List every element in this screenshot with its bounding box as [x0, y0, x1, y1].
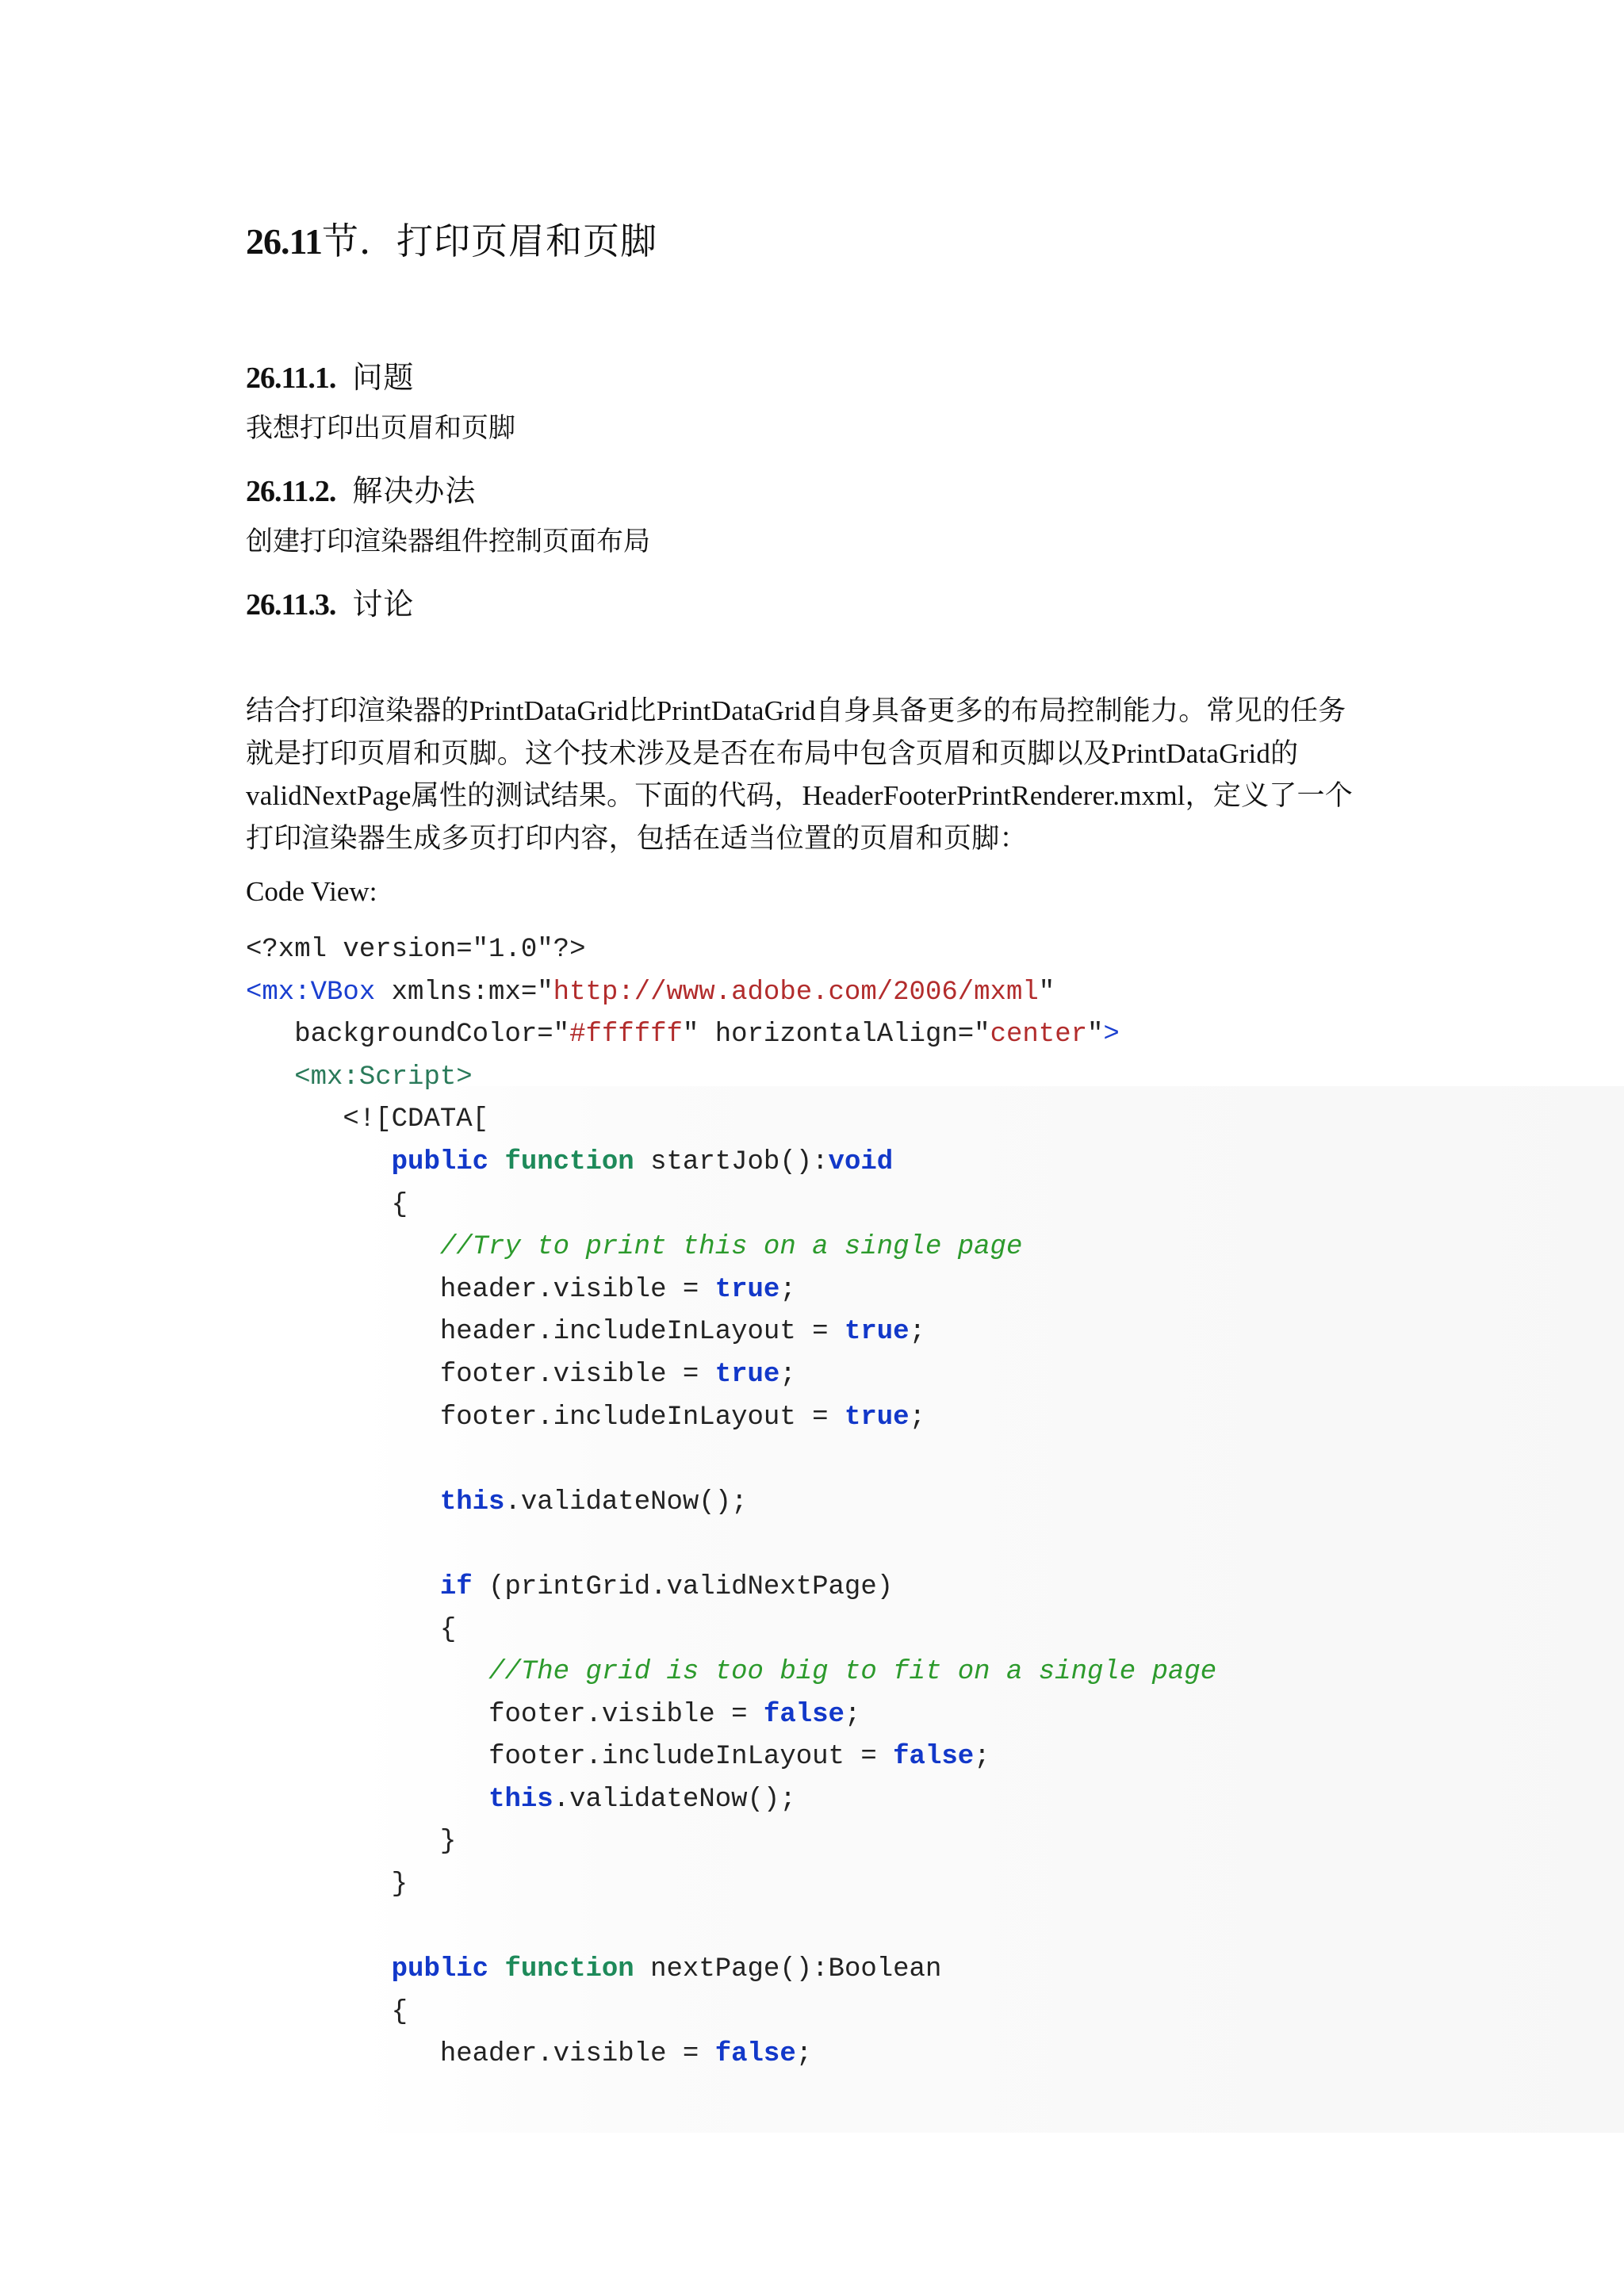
code-line: this.validateNow();: [439, 1487, 748, 1517]
code-line: footer.includeInLayout = false;: [488, 1742, 990, 1773]
discussion-line: validNextPage属性的测试结果。下面的代码，HeaderFooterPrintRenderer.mxml，定义了一个: [246, 780, 1353, 811]
code-line: header.includeInLayout = true;: [439, 1317, 925, 1348]
title-text: 节．打印页眉和页脚: [321, 221, 657, 262]
code-line: <mx:Script>: [294, 1062, 473, 1093]
page-title: [246, 212, 657, 265]
code-line: this.validateNow();: [488, 1784, 796, 1815]
code-line: //The grid is too big to fit on a single page: [488, 1657, 1217, 1688]
code-line: public function nextPage():Boolean: [391, 1954, 942, 1985]
problem-text: 我想打印出页眉和页脚: [246, 414, 515, 443]
code-line: }: [391, 1869, 408, 1900]
code-line: header.visible = false;: [439, 2039, 813, 2070]
code-line: <?xml version="1.0"?>: [246, 935, 586, 965]
discussion-paragraph: [246, 690, 1380, 859]
discussion-line: 打印渲染器生成多页打印内容，包括在适当位置的页眉和页脚：: [246, 822, 1028, 854]
section-heading-problem: 26.11.1. 问题: [246, 362, 415, 395]
title-number: 26.11: [246, 221, 322, 262]
code-line-blank: [246, 1439, 1216, 1482]
code-view-label: Code View:: [246, 876, 377, 907]
section-heading-discussion: 26.11.3. 讨论: [246, 588, 415, 622]
discussion-line: 结合打印渲染器的PrintDataGrid比PrintDataGrid自身具备更多的布局控制能力。常见的任务: [246, 695, 1346, 726]
code-line: //Try to print this on a single page: [439, 1232, 1023, 1263]
code-line: if (printGrid.validNextPage): [439, 1571, 894, 1602]
code-line: footer.includeInLayout = true;: [439, 1402, 925, 1433]
code-line: public function startJob():void: [391, 1146, 894, 1177]
code-line: {: [439, 1614, 457, 1645]
code-line: }: [439, 1827, 457, 1858]
code-line: footer.visible = true;: [439, 1359, 796, 1390]
solution-text: 创建打印渲染器组件控制页面布局: [246, 527, 650, 557]
code-line: {: [391, 1996, 408, 2027]
code-line: header.visible = true;: [439, 1274, 796, 1305]
code-line: <mx:VBox xmlns:mx="http://www.adobe.com/2006/mxml": [246, 977, 1055, 1008]
code-line: {: [391, 1189, 408, 1220]
code-line: backgroundColor="#ffffff" horizontalAlign="center">: [294, 1020, 1120, 1050]
discussion-line: 就是打印页眉和页脚。这个技术涉及是否在布局中包含页眉和页脚以及PrintDataGrid的: [246, 737, 1299, 769]
section-heading-solution: 26.11.2. 解决办法: [246, 475, 477, 508]
code-line-blank: [246, 1907, 1216, 1950]
code-line: footer.visible = false;: [488, 1699, 861, 1730]
code-line-blank: [246, 1524, 1216, 1567]
code-line: <![CDATA[: [343, 1104, 489, 1135]
code-block: [246, 929, 1216, 2076]
